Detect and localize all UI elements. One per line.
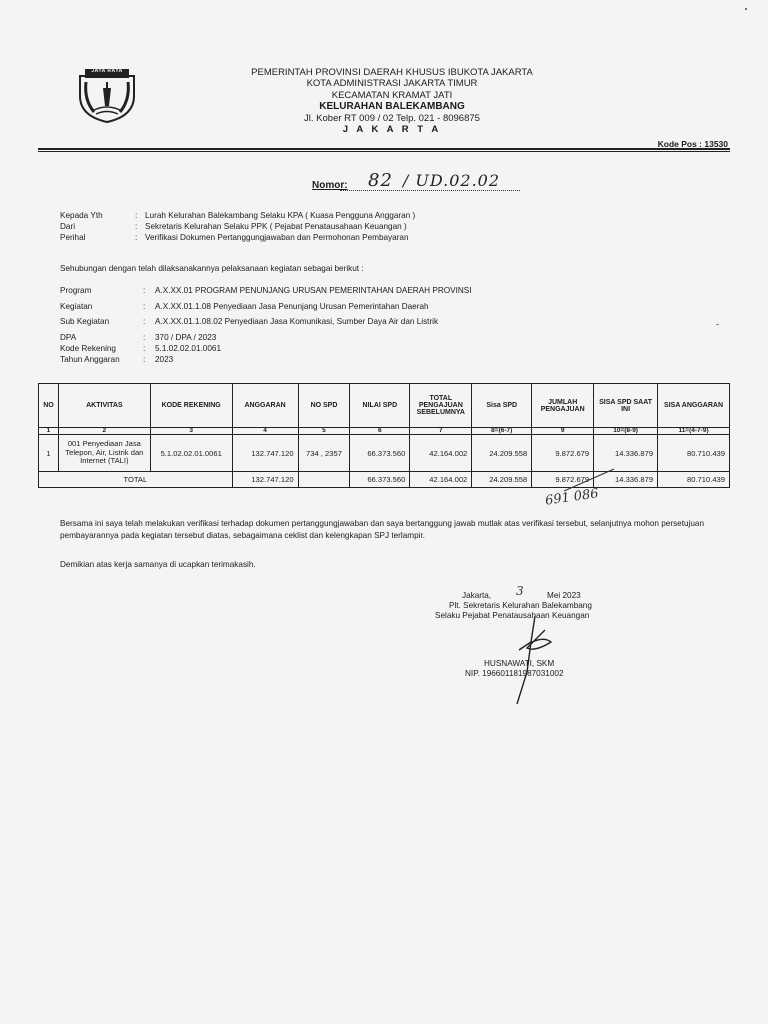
jakarta-emblem-logo xyxy=(76,66,138,124)
detail-row: Kegiatan : A.X.XX.01.1.08 Penyediaan Jasa Penunjang Urusan Pemerintahan Daerah xyxy=(60,301,429,311)
table-cell: 5.1.02.02.01.0061 xyxy=(150,435,232,472)
signature-nip: NIP. 196601181987031002 xyxy=(465,669,564,678)
letterhead-line-6: J A K A R T A xyxy=(342,124,442,136)
meta-row: Dari : Sekretaris Kelurahan Selaku PPK ( Pejabat Penatausahaan Keuangan ) xyxy=(60,222,407,231)
table-cell: 11=(4-7-9) xyxy=(658,428,730,435)
table-header-row xyxy=(39,384,730,428)
letterhead-line-2: KOTA ADMINISTRASI JAKARTA TIMUR xyxy=(306,78,478,90)
table-cell: 132.747.120 xyxy=(232,435,298,472)
table-cell: 9 xyxy=(532,428,594,435)
closing-paragraph: Demikian atas kerja samanya di ucapkan terimakasih. xyxy=(60,560,256,569)
total-label: TOTAL xyxy=(39,472,233,488)
kode-pos: Kode Pos : 13530 xyxy=(657,139,728,149)
table-total-row xyxy=(39,472,730,488)
table-cell: 42.164.002 xyxy=(410,472,472,488)
detail-row: Program : A.X.XX.01 PROGRAM PENUNJANG URUSAN PEMERINTAHAN DAERAH PROVINSI xyxy=(60,286,472,295)
scan-speck xyxy=(716,324,719,325)
verification-table xyxy=(38,383,730,488)
table-cell: 3 xyxy=(150,428,232,435)
letterhead-line-5: Jl. Kober RT 009 / 02 Telp. 021 - 8096875 xyxy=(304,112,480,124)
table-header: NO xyxy=(39,384,59,428)
table-cell: 734 , 2357 xyxy=(298,435,350,472)
signature-month-year: Mei 2023 xyxy=(547,591,581,600)
table-column-number-row xyxy=(39,428,730,435)
table-cell: 24.209.558 xyxy=(472,435,532,472)
letterhead-line-4: KELURAHAN BALEKAMBANG xyxy=(319,101,465,113)
table-cell: 132.747.120 xyxy=(232,472,298,488)
table-cell: 2 xyxy=(58,428,150,435)
table-cell: 9.872.679 xyxy=(532,435,594,472)
address-block xyxy=(60,210,660,243)
table-cell: 14.336.879 xyxy=(594,435,658,472)
logo-text: JAYA RAYA xyxy=(91,68,123,74)
letterhead-line-3: KECAMATAN KRAMAT JATI xyxy=(331,89,453,101)
nomor-handwritten xyxy=(368,170,500,191)
table-header: SISA ANGGARAN xyxy=(658,384,730,428)
table-cell: 5 xyxy=(298,428,350,435)
table-header: AKTIVITAS xyxy=(58,384,150,428)
table-header: SISA SPD SAAT INI xyxy=(594,384,658,428)
table-header: ANGGARAN xyxy=(232,384,298,428)
detail-row: Kode Rekening : 5.1.02.02.01.0061 xyxy=(60,344,222,353)
table-cell: 14.336.879 xyxy=(594,472,658,488)
meta-row: Perihal : Verifikasi Dokumen Pertanggungjawaban dan Permohonan Pembayaran xyxy=(60,233,409,242)
table-cell: 42.164.002 xyxy=(410,435,472,472)
table-header: KODE REKENING xyxy=(150,384,232,428)
table-cell: 80.710.439 xyxy=(658,435,730,472)
detail-row: DPA : 370 / DPA / 2023 xyxy=(60,332,217,342)
intro-text: Sehubungan dengan telah dilaksanakannya pelaksanaan kegiatan sebagai berikut : xyxy=(60,264,364,273)
table-cell: 7 xyxy=(410,428,472,435)
signature-title-2: Selaku Pejabat Penatausahaan Keuangan xyxy=(435,611,590,620)
table-cell: 24.209.558 xyxy=(472,472,532,488)
scan-speck xyxy=(745,8,747,10)
table-cell: 10=(8-9) xyxy=(594,428,658,435)
table-cell: 9.872.679 xyxy=(532,472,594,488)
signature-day: 3 xyxy=(516,584,524,598)
signature-place: Jakarta, xyxy=(462,591,492,600)
table-cell: 66.373.560 xyxy=(350,435,410,472)
handwritten-note: 691 086 xyxy=(544,486,600,509)
table-cell: 80.710.439 xyxy=(658,472,730,488)
table-header: TOTAL PENGAJUAN SEBELUMNYA xyxy=(410,384,472,428)
table-cell: 4 xyxy=(232,428,298,435)
detail-row: Sub Kegiatan : A.X.XX.01.1.08.02 Penyediaan Jasa Komunikasi, Sumber Daya Air dan Listrik xyxy=(60,317,439,326)
table-cell: 8=(6-7) xyxy=(472,428,532,435)
table-cell xyxy=(298,472,350,488)
table-cell: 1 xyxy=(39,428,59,435)
nomor-label: Nomor: xyxy=(312,180,348,191)
verification-paragraph: Bersama ini saya telah melakukan verifikasi terhadap dokumen pertanggungjawaban dan saya bertanggung jawab mutlak atas verifikasi tersebut, selanjutnya mohon persetujuan pembayarannya pada kegiatan tersebut diatas, sebagaimana ceklist dan kelengkapan SPJ terlampir. xyxy=(60,519,705,540)
signature-title-1: Plt. Sekretaris Kelurahan Balekambang xyxy=(449,601,592,610)
table-cell: 66.373.560 xyxy=(350,472,410,488)
detail-row: Tahun Anggaran : 2023 xyxy=(60,354,174,364)
header-rule-thick xyxy=(38,148,730,150)
nomor-code: / UD.02.02 xyxy=(402,171,501,190)
meta-row: Kepada Yth : Lurah Kelurahan Balekambang Selaku KPA ( Kuasa Pengguna Anggaran ) xyxy=(60,211,416,220)
table-cell: 001 Penyediaan Jasa Telepon, Air, Listrik dan Internet (TALI) xyxy=(58,435,150,472)
table-cell: 6 xyxy=(350,428,410,435)
table-row xyxy=(39,435,730,472)
table-header: JUMLAH PENGAJUAN xyxy=(532,384,594,428)
table-header: NILAI SPD xyxy=(350,384,410,428)
signature-name: HUSNAWATI, SKM xyxy=(484,659,555,668)
table-header: Sisa SPD xyxy=(472,384,532,428)
nomor-dotted-line xyxy=(340,190,520,191)
header-rule-thin xyxy=(38,151,730,152)
nomor-number: 82 xyxy=(368,170,393,191)
letterhead xyxy=(150,67,634,135)
letterhead-line-1: PEMERINTAH PROVINSI DAERAH KHUSUS IBUKOTA JAKARTA xyxy=(251,67,533,78)
program-details xyxy=(60,286,700,365)
table-header: NO SPD xyxy=(298,384,350,428)
table-cell: 1 xyxy=(39,435,59,472)
